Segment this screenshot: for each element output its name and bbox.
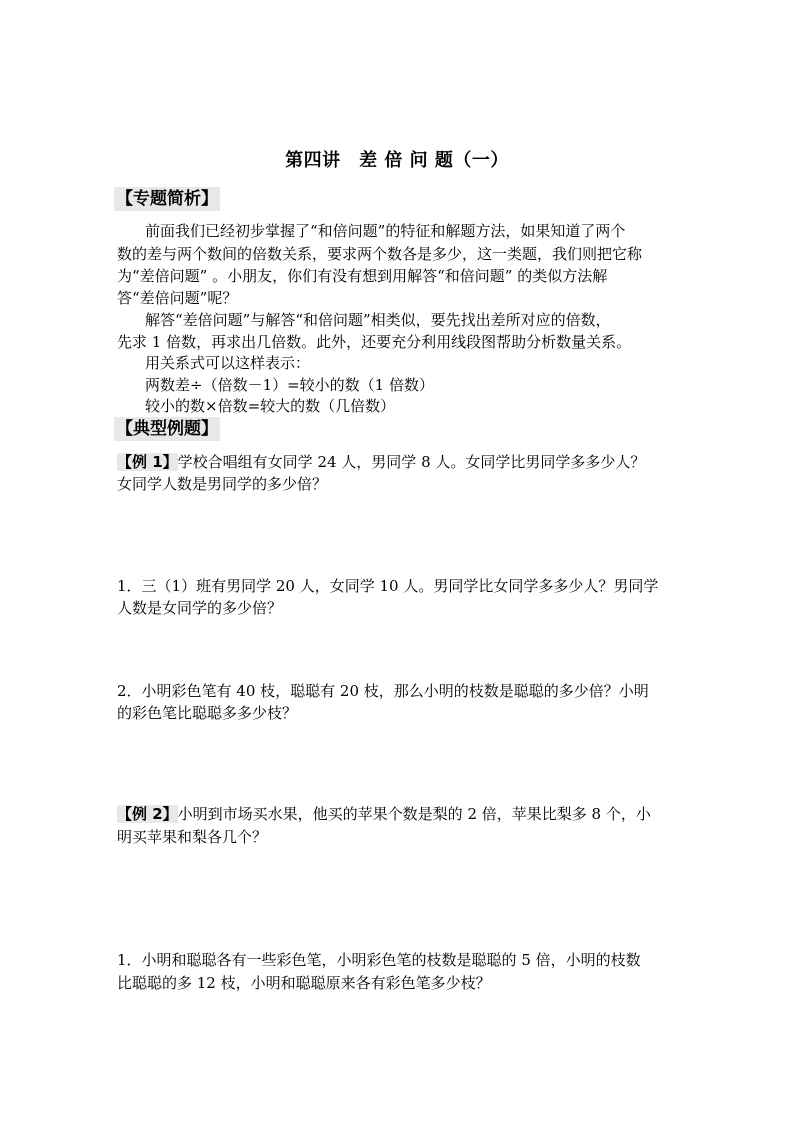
analysis-p1-line1: 前面我们已经初步掌握了“和倍问题”的特征和解题方法，如果知道了两个 (145, 222, 626, 240)
analysis-p3-line1: 用关系式可以这样表示： (145, 354, 311, 372)
formula-2: 较小的数×倍数=较大的数（几倍数） (145, 397, 396, 415)
exercise-1-1-line1: 1．三（1）班有男同学 20 人，女同学 10 人。男同学比女同学多多少人？男同学 (117, 577, 659, 595)
analysis-p2-line2: 先求 1 倍数，再求出几倍数。此外，还要充分利用线段图帮助分析数量关系。 (117, 333, 632, 351)
exercise-1-2-line1: 2．小明彩色笔有 40 枝，聪聪有 20 枝，那么小明的枝数是聪聪的多少倍？小明 (117, 682, 649, 700)
exercise-1-2-line2: 的彩色笔比聪聪多多少枝？ (117, 704, 298, 722)
analysis-p2-line1: 解答“差倍问题”与解答“和倍问题”相类似，要先找出差所对应的倍数， (145, 311, 611, 329)
example-2-label: 【例 2】 (117, 805, 178, 823)
example-1-line2: 女同学人数是男同学的多少倍？ (117, 475, 328, 493)
example-1-label: 【例 1】 (117, 453, 178, 471)
example-2-line1 (117, 804, 651, 824)
exercise-2-1-line2: 比聪聪的多 12 枝，小明和聪聪原来各有彩色笔多少枝？ (117, 974, 491, 992)
page-title: 第四讲 差 倍 问 题（一） (285, 150, 509, 171)
formula-1: 两数差÷（倍数－1）=较小的数（1 倍数） (145, 376, 434, 394)
analysis-heading: 【专题简析】 (116, 189, 218, 209)
analysis-p1-line3: 为“差倍问题” 。小朋友，你们有没有想到用解答“和倍问题” 的类似方法解 (117, 267, 608, 285)
exercise-1-1-line2: 人数是女同学的多少倍？ (117, 599, 283, 617)
exercise-2-1-line1: 1．小明和聪聪各有一些彩色笔，小明彩色笔的枝数是聪聪的 5 倍，小明的枝数 (117, 951, 641, 969)
analysis-p1-line4: 答“差倍问题”呢？ (117, 289, 238, 307)
analysis-p1-line2: 数的差与两个数间的倍数关系，要求两个数各是多少，这一类题，我们则把它称 (117, 245, 643, 263)
example-2-text: 小明到市场买水果，他买的苹果个数是梨的 2 倍，苹果比梨多 8 个，小 (177, 805, 651, 823)
example-1-line1 (117, 452, 645, 472)
example-1-text: 学校合唱组有女同学 24 人，男同学 8 人。女同学比男同学多多少人？ (177, 453, 646, 471)
example-2-line2: 明买苹果和梨各几个？ (117, 828, 268, 846)
examples-heading: 【典型例题】 (116, 419, 218, 439)
